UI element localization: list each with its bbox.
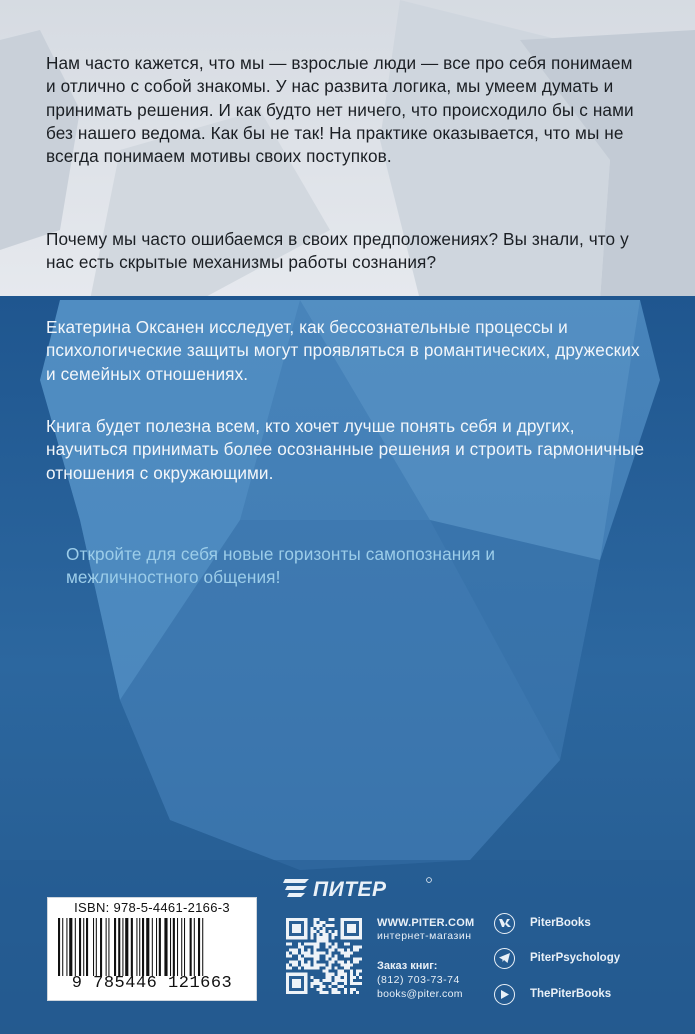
order-phone: (812) 703-73-74 — [377, 974, 460, 986]
telegram-icon — [494, 948, 515, 969]
social-link-youtube[interactable] — [494, 982, 611, 1006]
call-to-action: Откройте для себя новые горизонты самопознания и межличностного общения! — [66, 544, 496, 588]
order-label: Заказ книг: — [377, 960, 438, 972]
author-paragraph: Екатерина Оксанен исследует, как бессознательные процессы и психологические защиты могут проявляться в романтических, дружеских и семейных отношениях. — [46, 317, 640, 384]
website-link[interactable]: WWW.PITER.COM — [377, 917, 475, 929]
publisher-logo — [283, 873, 443, 903]
social-label: PiterBooks — [530, 917, 591, 929]
qr-code[interactable] — [286, 918, 362, 994]
social-label: ThePiterBooks — [530, 988, 612, 1000]
benefit-paragraph: Книга будет полезна всем, кто хочет лучше понять себя и других, научиться принимать более осознанные решения и строить гармоничные отношения с окружающими. — [46, 416, 645, 483]
social-link-vk[interactable] — [494, 911, 591, 935]
order-email[interactable]: books@piter.com — [377, 988, 463, 1000]
question-paragraph: Почему мы часто ошибаемся в своих предположениях? Вы знали, что у нас есть скрытые механизмы работы сознания? — [46, 229, 629, 273]
play-icon — [494, 984, 515, 1005]
barcode-bars — [56, 918, 248, 976]
social-label: PiterPsychology — [530, 952, 621, 964]
isbn-barcode — [47, 897, 257, 1001]
intro-paragraph: Нам часто кажется, что мы — взрослые люди — все про себя понимаем и отлично с собой знакомы. У нас развита логика, мы умеем думать и принимать решения. И как будто нет ничего, что происходило бы с нами без нашего ведома. Как бы не так! На практике оказывается, что мы не всегда понимаем мотивы своих поступков. — [46, 53, 634, 167]
shop-label: интернет-магазин — [377, 930, 472, 942]
publisher-logo-text: ПИТЕР — [313, 878, 387, 901]
isbn-label: ISBN: 978-5-4461-2166-3 — [74, 900, 230, 915]
social-link-telegram[interactable] — [494, 946, 620, 970]
vk-icon — [494, 913, 515, 934]
ean-digits: 9 785446 121663 — [71, 974, 233, 993]
